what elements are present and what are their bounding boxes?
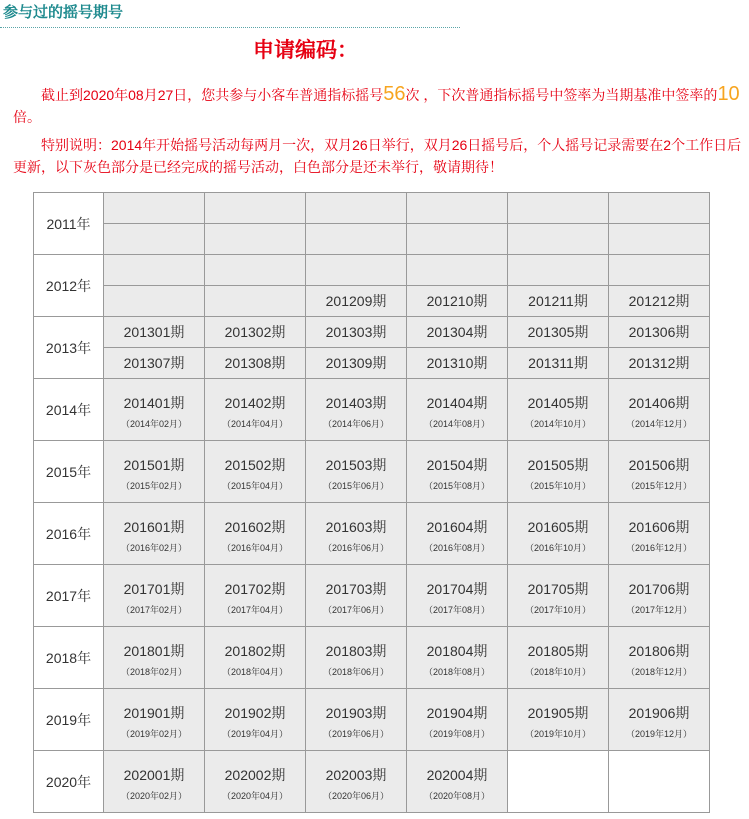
period-date: （2016年02月） xyxy=(120,543,188,553)
period-cell xyxy=(104,193,205,224)
period-label: 201905期 xyxy=(527,705,589,721)
period-label: 201703期 xyxy=(325,581,387,597)
period-cell xyxy=(407,627,508,689)
year-cell: 2013年 xyxy=(34,317,104,379)
period-cell xyxy=(407,286,508,317)
period-date: （2018年08月） xyxy=(423,667,491,677)
period-label: 201309期 xyxy=(325,355,387,371)
period-label: 201806期 xyxy=(628,643,690,659)
period-label: 201505期 xyxy=(527,457,589,473)
period-cell xyxy=(306,751,407,813)
period-cell xyxy=(306,193,407,224)
period-cell xyxy=(407,348,508,379)
period-label: 201804期 xyxy=(426,643,488,659)
period-cell xyxy=(508,348,609,379)
period-label: 201502期 xyxy=(224,457,286,473)
period-label: 201210期 xyxy=(426,293,488,309)
period-label: 201212期 xyxy=(628,293,690,309)
period-date: （2016年06月） xyxy=(322,543,390,553)
period-label: 201705期 xyxy=(527,581,589,597)
period-date: （2016年04月） xyxy=(221,543,289,553)
period-cell xyxy=(205,317,306,348)
period-cell xyxy=(205,689,306,751)
period-cell xyxy=(104,689,205,751)
period-cell xyxy=(104,224,205,255)
period-date: （2015年08月） xyxy=(423,481,491,491)
period-label: 201401期 xyxy=(123,395,185,411)
period-cell xyxy=(407,193,508,224)
period-label: 201706期 xyxy=(628,581,690,597)
table-row xyxy=(34,379,710,441)
period-cell xyxy=(306,348,407,379)
table-row xyxy=(34,441,710,503)
period-label: 201802期 xyxy=(224,643,286,659)
period-cell xyxy=(508,317,609,348)
year-cell: 2014年 xyxy=(34,379,104,441)
period-cell xyxy=(104,751,205,813)
period-cell xyxy=(407,751,508,813)
period-label: 201403期 xyxy=(325,395,387,411)
period-cell xyxy=(609,503,710,565)
section-title: 参与过的摇号期号 xyxy=(3,4,124,21)
period-label: 201308期 xyxy=(224,355,286,371)
notice-text-after: 倍。 xyxy=(13,109,41,125)
period-cell xyxy=(407,379,508,441)
period-label: 201307期 xyxy=(123,355,185,371)
period-label: 201301期 xyxy=(123,324,185,340)
period-cell xyxy=(205,193,306,224)
year-cell: 2017年 xyxy=(34,565,104,627)
participation-notice xyxy=(13,84,749,128)
apply-code-label: 申请编码： xyxy=(253,39,358,62)
period-label: 201211期 xyxy=(528,293,588,309)
period-label: 201601期 xyxy=(123,519,185,535)
period-cell xyxy=(508,503,609,565)
year-cell: 2011年 xyxy=(34,193,104,255)
period-cell xyxy=(205,751,306,813)
period-date: （2020年02月） xyxy=(120,791,188,801)
period-date: （2014年04月） xyxy=(221,419,289,429)
period-cell xyxy=(407,224,508,255)
period-label: 201310期 xyxy=(426,355,488,371)
period-date: （2016年10月） xyxy=(524,543,592,553)
period-cell xyxy=(508,224,609,255)
period-cell xyxy=(104,348,205,379)
period-date: （2019年08月） xyxy=(423,729,491,739)
period-label: 201404期 xyxy=(426,395,488,411)
period-date: （2020年08月） xyxy=(423,791,491,801)
period-label: 201605期 xyxy=(527,519,589,535)
table-row xyxy=(34,503,710,565)
period-date: （2014年12月） xyxy=(625,419,693,429)
win-rate-multiple: 10 xyxy=(717,83,740,105)
special-note: 特别说明：2014年开始摇号活动每两月一次，双月26日举行，双月26日摇号后，个人摇号记录需要在2个工作日后更新，以下灰色部分是已经完成的摇号活动，白色部分是还未举行，敬请期待！ xyxy=(13,137,742,175)
year-cell: 2018年 xyxy=(34,627,104,689)
period-date: （2019年10月） xyxy=(524,729,592,739)
period-cell xyxy=(104,503,205,565)
period-cell xyxy=(609,193,710,224)
period-label: 201903期 xyxy=(325,705,387,721)
period-cell xyxy=(609,627,710,689)
period-cell xyxy=(407,255,508,286)
period-cell xyxy=(609,317,710,348)
period-date: （2014年10月） xyxy=(524,419,592,429)
table-row xyxy=(34,193,710,224)
period-cell xyxy=(508,193,609,224)
table-row xyxy=(34,627,710,689)
period-date: （2017年08月） xyxy=(423,605,491,615)
period-date: （2019年12月） xyxy=(625,729,693,739)
period-cell xyxy=(205,286,306,317)
period-date: （2015年06月） xyxy=(322,481,390,491)
period-date: （2017年06月） xyxy=(322,605,390,615)
period-date: （2018年10月） xyxy=(524,667,592,677)
period-label: 201302期 xyxy=(224,324,286,340)
period-date: （2015年10月） xyxy=(524,481,592,491)
period-cell xyxy=(205,441,306,503)
period-label: 201801期 xyxy=(123,643,185,659)
year-cell: 2016年 xyxy=(34,503,104,565)
period-date: （2016年12月） xyxy=(625,543,693,553)
period-cell xyxy=(508,255,609,286)
period-cell xyxy=(104,317,205,348)
period-cell xyxy=(609,255,710,286)
table-row xyxy=(34,348,710,379)
notice-text-before: 截止到2020年08月27日，您共参与小客车普通指标摇号 xyxy=(41,87,384,103)
period-date: （2018年06月） xyxy=(322,667,390,677)
period-cell xyxy=(104,286,205,317)
period-label: 201506期 xyxy=(628,457,690,473)
period-label: 201805期 xyxy=(527,643,589,659)
period-label: 202004期 xyxy=(426,767,488,783)
period-date: （2015年04月） xyxy=(221,481,289,491)
lottery-period-table xyxy=(33,192,710,813)
year-cell: 2020年 xyxy=(34,751,104,813)
period-cell xyxy=(104,627,205,689)
period-cell xyxy=(306,379,407,441)
period-date: （2020年06月） xyxy=(322,791,390,801)
period-label: 201701期 xyxy=(123,581,185,597)
period-label: 201209期 xyxy=(325,293,387,309)
lottery-period-table-body xyxy=(34,193,710,813)
period-date: （2019年02月） xyxy=(120,729,188,739)
period-label: 201402期 xyxy=(224,395,286,411)
period-label: 201305期 xyxy=(527,324,589,340)
period-cell xyxy=(508,689,609,751)
table-row xyxy=(34,224,710,255)
period-cell xyxy=(407,565,508,627)
period-cell xyxy=(508,627,609,689)
period-date: （2016年08月） xyxy=(423,543,491,553)
period-cell xyxy=(609,441,710,503)
period-label: 201504期 xyxy=(426,457,488,473)
period-cell xyxy=(508,286,609,317)
period-date: （2015年02月） xyxy=(120,481,188,491)
period-cell xyxy=(104,255,205,286)
period-cell xyxy=(609,379,710,441)
period-cell xyxy=(407,317,508,348)
period-label: 202001期 xyxy=(123,767,185,783)
period-label: 201603期 xyxy=(325,519,387,535)
period-label: 201312期 xyxy=(628,355,690,371)
period-label: 201303期 xyxy=(325,324,387,340)
period-label: 201503期 xyxy=(325,457,387,473)
period-cell xyxy=(508,565,609,627)
period-cell xyxy=(609,348,710,379)
period-date: （2018年04月） xyxy=(221,667,289,677)
period-cell xyxy=(306,441,407,503)
period-cell xyxy=(609,565,710,627)
period-cell xyxy=(205,503,306,565)
period-date: （2017年04月） xyxy=(221,605,289,615)
table-row xyxy=(34,255,710,286)
period-cell xyxy=(205,627,306,689)
period-cell xyxy=(104,441,205,503)
table-row xyxy=(34,689,710,751)
period-cell xyxy=(205,379,306,441)
period-label: 201304期 xyxy=(426,324,488,340)
period-cell xyxy=(508,441,609,503)
period-label: 201906期 xyxy=(628,705,690,721)
period-label: 201702期 xyxy=(224,581,286,597)
period-cell xyxy=(609,689,710,751)
period-label: 202003期 xyxy=(325,767,387,783)
period-label: 201405期 xyxy=(527,395,589,411)
period-date: （2017年10月） xyxy=(524,605,592,615)
period-label: 201704期 xyxy=(426,581,488,597)
period-date: （2017年12月） xyxy=(625,605,693,615)
period-cell xyxy=(508,379,609,441)
period-cell xyxy=(306,255,407,286)
period-cell xyxy=(205,255,306,286)
period-cell xyxy=(205,565,306,627)
period-label: 201604期 xyxy=(426,519,488,535)
period-date: （2018年12月） xyxy=(625,667,693,677)
period-cell xyxy=(306,689,407,751)
period-date: （2015年12月） xyxy=(625,481,693,491)
period-date: （2020年04月） xyxy=(221,791,289,801)
year-cell: 2019年 xyxy=(34,689,104,751)
period-cell xyxy=(205,348,306,379)
period-label: 201501期 xyxy=(123,457,185,473)
period-date: （2019年06月） xyxy=(322,729,390,739)
period-cell xyxy=(407,689,508,751)
period-cell xyxy=(407,503,508,565)
period-date: （2019年04月） xyxy=(221,729,289,739)
period-label: 201803期 xyxy=(325,643,387,659)
notice-text-middle: 次 ，下次普通指标摇号中签率为当期基准中签率的 xyxy=(405,87,718,103)
period-date: （2017年02月） xyxy=(120,605,188,615)
year-cell: 2015年 xyxy=(34,441,104,503)
period-cell xyxy=(609,286,710,317)
period-label: 201606期 xyxy=(628,519,690,535)
period-date: （2014年02月） xyxy=(120,419,188,429)
period-cell xyxy=(306,565,407,627)
period-label: 201406期 xyxy=(628,395,690,411)
period-cell xyxy=(205,224,306,255)
participation-count: 56 xyxy=(383,83,406,105)
year-cell: 2012年 xyxy=(34,255,104,317)
period-cell xyxy=(306,503,407,565)
period-label: 202002期 xyxy=(224,767,286,783)
period-cell xyxy=(306,224,407,255)
period-label: 201902期 xyxy=(224,705,286,721)
period-label: 201901期 xyxy=(123,705,185,721)
period-cell xyxy=(306,627,407,689)
period-cell xyxy=(508,751,609,813)
period-label: 201602期 xyxy=(224,519,286,535)
period-cell xyxy=(407,441,508,503)
period-date: （2014年08月） xyxy=(423,419,491,429)
table-row xyxy=(34,751,710,813)
table-row xyxy=(34,286,710,317)
period-cell xyxy=(609,224,710,255)
period-cell xyxy=(609,751,710,813)
section-header xyxy=(0,0,460,28)
period-cell xyxy=(306,286,407,317)
period-cell xyxy=(104,379,205,441)
table-row xyxy=(34,565,710,627)
table-row xyxy=(34,317,710,348)
period-label: 201311期 xyxy=(528,355,588,371)
period-label: 201904期 xyxy=(426,705,488,721)
period-date: （2014年06月） xyxy=(322,419,390,429)
period-label: 201306期 xyxy=(628,324,690,340)
period-cell xyxy=(306,317,407,348)
period-date: （2018年02月） xyxy=(120,667,188,677)
period-cell xyxy=(104,565,205,627)
